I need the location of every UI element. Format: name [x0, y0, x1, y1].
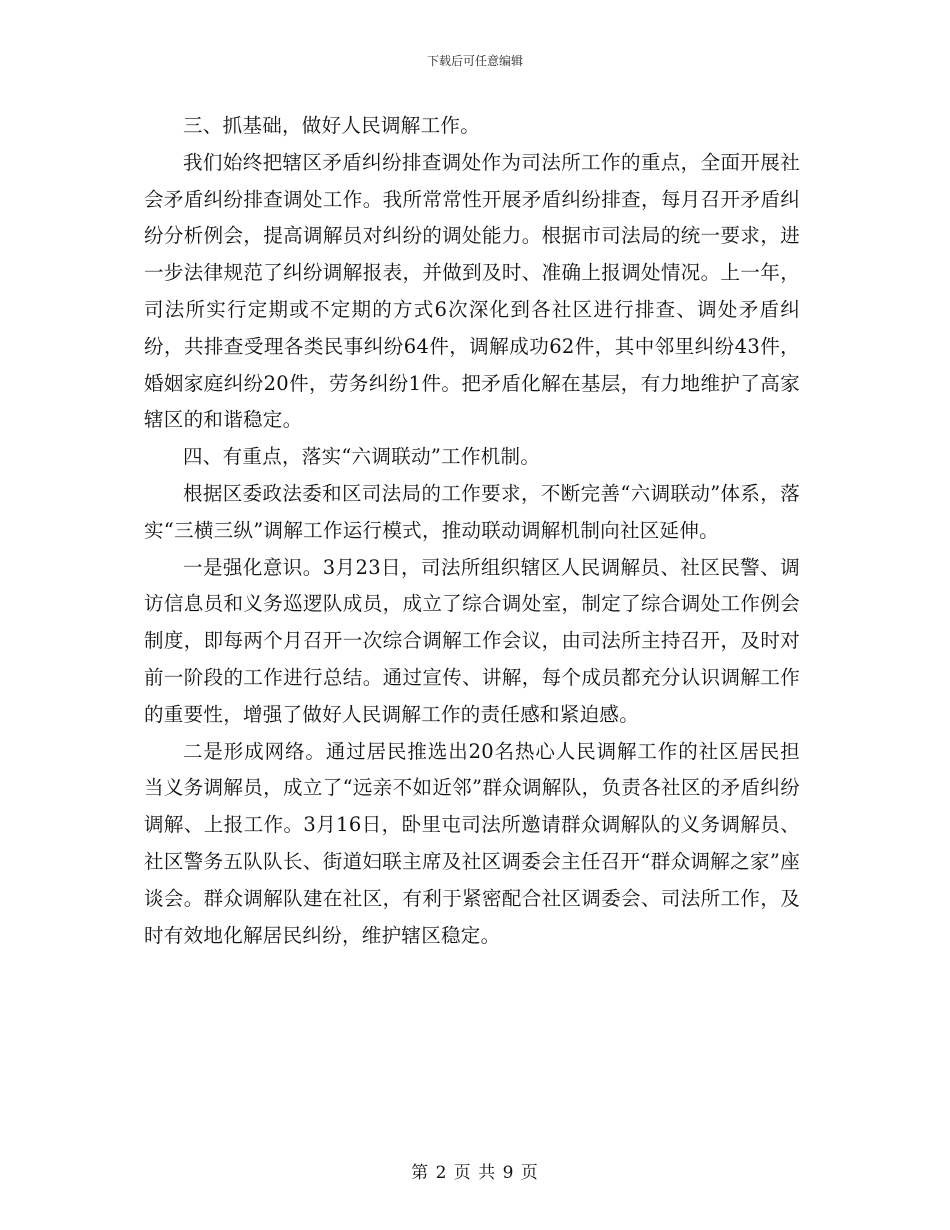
body-paragraph: 我们始终把辖区矛盾纠纷排查调处作为司法所工作的重点，全面开展社会矛盾纠纷排查调处工作。我所常常性开展矛盾纠纷排查，每月召开矛盾纠纷分析例会，提高调解员对纠纷的调处能力。根据市司法局的统一要求，进一步法律规范了纠纷调解报表，并做到及时、准确上报调处情况。上一年，司法所实行定期或不定期的方式6次深化到各社区进行排查、调处矛盾纠纷，共排查受理各类民事纠纷64件，调解成功62件，其中邻里纠纷43件，婚姻家庭纠纷20件，劳务纠纷1件。把矛盾化解在基层，有力地维护了高家辖区的和谐稳定。	[144, 150, 800, 432]
section-heading-3: 三、抓基础，做好人民调解工作。	[183, 114, 481, 137]
body-paragraph: 一是强化意识。3月23日，司法所组织辖区人民调解员、社区民警、调访信息员和义务巡逻队成员，成立了综合调处室，制定了综合调处工作例会制度，即每两个月召开一次综合调解工作会议，由司法所主持召开，及时对前一阶段的工作进行总结。通过宣传、讲解，每个成员都充分认识调解工作的重要性，增强了做好人民调解工作的责任感和紧迫感。	[144, 555, 800, 726]
body-paragraph: 根据区委政法委和区司法局的工作要求，不断完善“六调联动”体系，落实“三横三纵”调解工作运行模式，推动联动调解机制向社区延伸。	[144, 481, 800, 542]
body-paragraph: 二是形成网络。通过居民推选出20名热心人民调解工作的社区居民担当义务调解员，成立了“远亲不如近邻”群众调解队，负责各社区的矛盾纠纷调解、上报工作。3月16日，卧里屯司法所邀请群众调解队的义务调解员、社区警务五队队长、街道妇联主席及社区调委会主任召开“群众调解之家”座谈会。群众调解队建在社区，有利于紧密配合社区调委会、司法所工作，及时有效地化解居民纠纷，维护辖区稳定。	[144, 739, 800, 947]
page-number-footer: 第 2 页 共 9 页	[411, 1163, 539, 1183]
page-header-note: 下载后可任意编辑	[426, 54, 523, 68]
document-body	[144, 108, 800, 954]
section-heading-4: 四、有重点，落实“六调联动”工作机制。	[183, 445, 541, 469]
